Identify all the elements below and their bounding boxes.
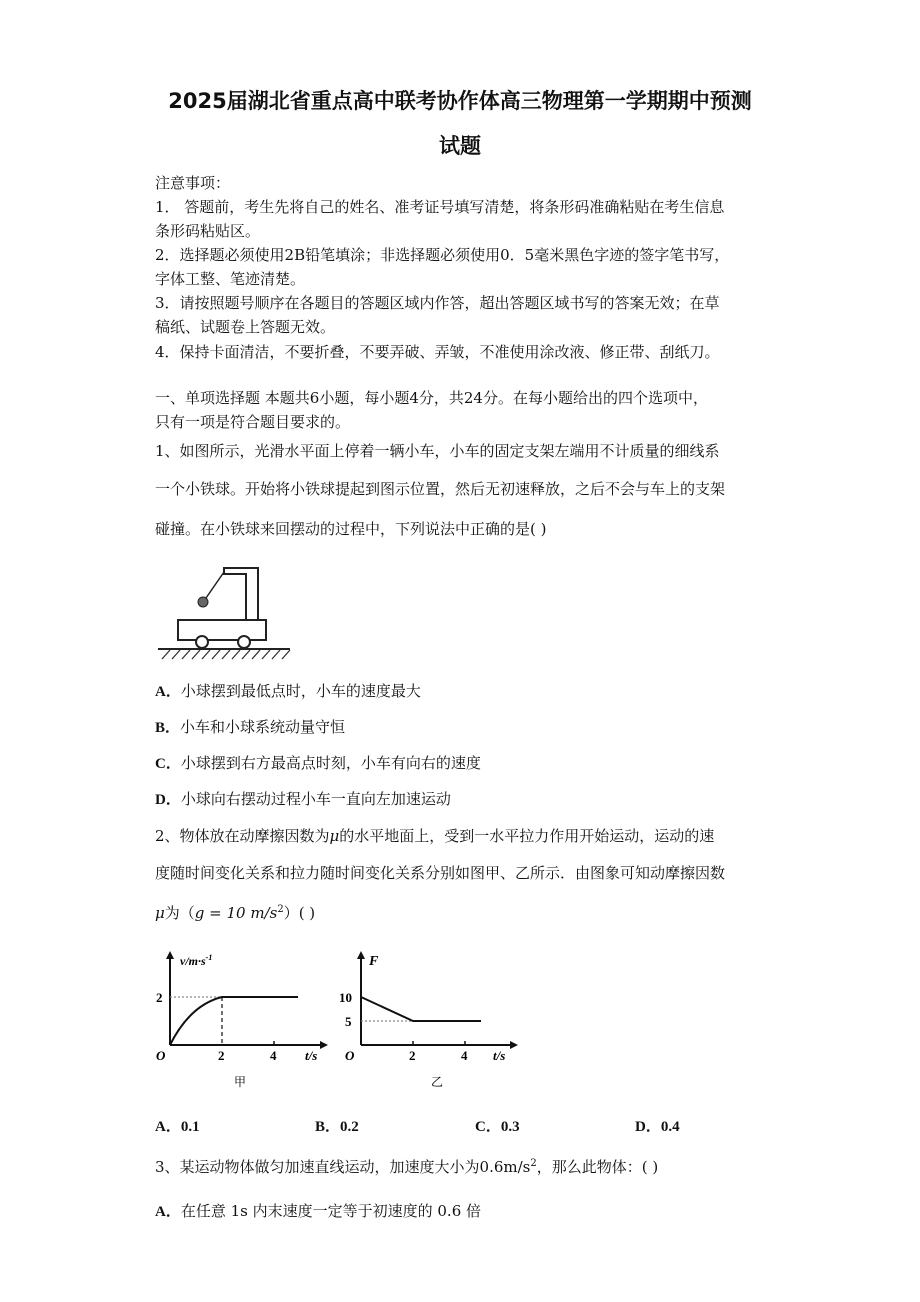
- q1-stem-line: 碰撞。在小铁球来回摆动的过程中，下列说法中正确的是( ): [155, 520, 547, 538]
- cart-pendulum-figure: [150, 560, 300, 665]
- q2-option-c: C．0.3: [475, 1119, 520, 1135]
- v-origin: O: [156, 1048, 166, 1063]
- notice-item: 3．请按照题号顺序在各题目的答题区域内作答，超出答题区域书写的答案无效；在草: [155, 294, 720, 312]
- f-tick: 5: [345, 1014, 352, 1029]
- f-x-tick: 4: [461, 1048, 468, 1063]
- velocity-time-graph: [150, 945, 330, 1090]
- document-title-line1: 2025届湖北省重点高中联考协作体高三物理第一学期期中预测: [168, 89, 752, 113]
- force-time-graph: [335, 945, 525, 1090]
- graph-caption-yi: 乙: [431, 1075, 444, 1089]
- notice-item: 稿纸、试题卷上答题无效。: [155, 318, 336, 336]
- f-x-tick: 2: [409, 1048, 416, 1063]
- q1-option-b: B．小车和小球系统动量守恒: [155, 718, 346, 736]
- f-axis-label: F: [369, 954, 379, 969]
- q1-option-a: A．小球摆到最低点时，小车的速度最大: [155, 682, 421, 700]
- v-tick-2: 2: [156, 990, 163, 1005]
- q1-option-d: D．小球向右摆动过程小车一直向左加速运动: [155, 790, 451, 808]
- q1-option-c: C．小球摆到右方最高点时刻，小车有向右的速度: [155, 754, 481, 772]
- q3-stem: 3、某运动物体做匀加速直线运动，加速度大小为$0.6m/s^2$，那么此物体：( ): [155, 1158, 659, 1176]
- q1-stem-line: 1、如图所示，光滑水平面上停着一辆小车，小车的固定支架左端用不计质量的细线系: [155, 442, 720, 460]
- q2-stem-line1: 2、物体放在动摩擦因数为μ的水平地面上，受到一水平拉力作用开始运动，运动的速: [155, 827, 715, 845]
- f-x-label: t/s: [493, 1048, 506, 1063]
- notice-heading: 注意事项：: [155, 174, 231, 192]
- document-title-line2: 试题: [439, 134, 481, 158]
- q2-option-d: D．0.4: [635, 1119, 680, 1135]
- q2-option-a: A．0.1: [155, 1119, 200, 1135]
- v-x-label: t/s: [305, 1048, 318, 1063]
- notice-item: 字体工整、笔迹清楚。: [155, 270, 306, 288]
- q2-option-b: B．0.2: [315, 1119, 359, 1135]
- notice-item: 1． 答题前，考生先将自己的姓名、准考证号填写清楚，将条形码准确粘贴在考生信息: [155, 198, 725, 216]
- q3-option-a: A．在任意 1s 内末速度一定等于初速度的 0.6 倍: [155, 1202, 482, 1220]
- notice-item: 4．保持卡面清洁，不要折叠，不要弄破、弄皱，不准使用涂改液、修正带、刮纸刀。: [155, 343, 720, 361]
- q1-stem-line: 一个小铁球。开始将小铁球提起到图示位置，然后无初速释放，之后不会与车上的支架: [155, 480, 726, 498]
- q2-stem-line2: 度随时间变化关系和拉力随时间变化关系分别如图甲、乙所示．由图象可知动摩擦因数: [155, 864, 726, 882]
- notice-item: 条形码粘贴区。: [155, 222, 261, 240]
- graph-caption-jia: 甲: [234, 1075, 247, 1089]
- v-x-tick: 2: [218, 1048, 225, 1063]
- q2-stem-line3: μ为（g = 10 $m/s^2$）( ): [155, 904, 316, 922]
- f-origin: O: [345, 1048, 355, 1063]
- notice-item: 2．选择题必须使用2B铅笔填涂；非选择题必须使用0．5毫米黑色字迹的签字笔书写，: [155, 246, 730, 264]
- section-heading-line2: 只有一项是符合题目要求的。: [155, 413, 351, 431]
- v-axis-label: $v/m\cdot s^{-1}$: [180, 953, 213, 968]
- f-tick: 10: [339, 990, 352, 1005]
- section-heading-line1: 一、单项选择题 本题共6小题，每小题4分，共24分。在每小题给出的四个选项中，: [155, 389, 708, 407]
- v-x-tick: 4: [270, 1048, 277, 1063]
